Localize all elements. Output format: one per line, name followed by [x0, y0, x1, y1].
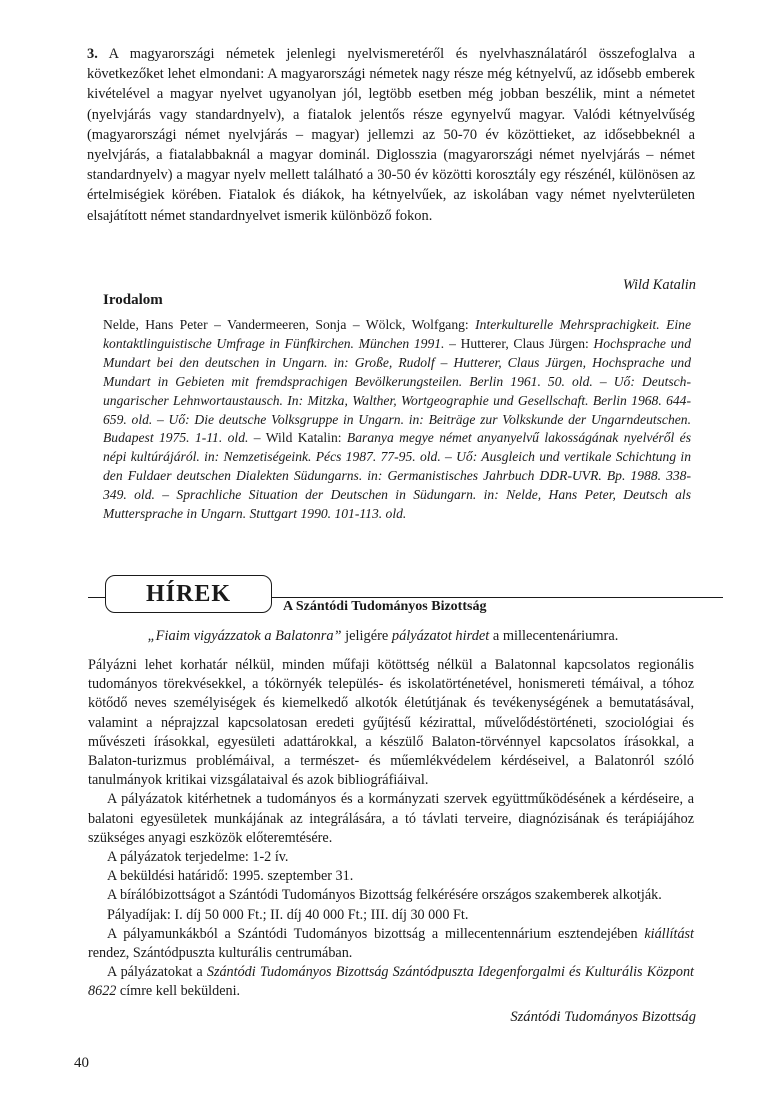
news-paragraph: [88, 963, 694, 1001]
news-paragraph: [88, 925, 694, 963]
news-paragraph: A beküldési határidő: 1995. szeptember 31.: [107, 868, 354, 885]
news-paragraph: Pályadíjak: I. díj 50 000 Ft.; II. díj 40 000 Ft.; III. díj 30 000 Ft.: [107, 906, 469, 923]
call-for-entries-line: [0, 628, 766, 645]
news-paragraph: A pályázatok terjedelme: 1-2 ív.: [107, 849, 289, 866]
text-emphasis: Szántódi Tudományos Bizottság Szántódpuszta Idegenforgalmi és Kulturális Központ 8622: [88, 964, 694, 1000]
news-body: [88, 656, 694, 1002]
page-number: 40: [74, 1055, 89, 1071]
lit-entry: – Wild Katalin:: [248, 430, 347, 446]
call-text: jeligére: [341, 628, 392, 644]
news-paragraph: A bírálóbizottságot a Szántódi Tudományos Bizottság felkérésére országos szakemberek alkotják.: [107, 887, 662, 904]
paragraph-3: [87, 44, 695, 226]
motto: „Fiaim vigyázzatok a Balatonra”: [147, 628, 342, 644]
literature-list: [103, 316, 691, 524]
text-run: A pályázatokat a: [107, 964, 207, 981]
literature-heading: Irodalom: [103, 292, 163, 308]
text-emphasis: kiállítást: [644, 925, 694, 942]
lit-entry: Nelde, Hans Peter – Vandermeeren, Sonja – Wölck, Wolfgang:: [103, 317, 476, 332]
lit-entry: Hochsprache und Mundart bei den deutschen in Ungarn. in: Große, Rudolf – Hutterer, Claus Jürgen, Hochsprache und Mundart in Gebieten mit fremdsprachigen Bevölkerungsteilen. Berlin 1961. 50. old. – Uő: Deutsch-ungarischer Lehnwortaustausch. In: Mitzka, Walther, Wortgeographie und Gesellschaft. Berlin 1968. 644-659. old. – Uő: Die deutsche Volksgruppe in Ungarn. in: Beiträge zur Volkskunde der Ungarndeutschen. Budapest 1975. 1-11. old.: [103, 335, 691, 446]
text-run: címre kell beküldeni.: [116, 983, 241, 1000]
text-run: rendez, Szántódpuszta kulturális centrumában.: [88, 945, 353, 962]
news-paragraph: Pályázni lehet korhatár nélkül, minden műfaji kötöttség nélkül a Balatonnal kapcsolatos regionális tudományos törekvésekkel, a tókörnyék település- és iskolatörténetével, honismereti témáival, a tóhoz kötődő neves személyiségek és kiemelkedő alkotók életútjának és tevékenységének a bemutatásával, valamint a néprajzzal kapcsolatosan eredeti gyűjtésű kézirattal, művelődéstörténeti, szociológiai és művészeti írásokkal, egyesületi adattárokkal, a készülő Balaton-törvénnyel kapcsolatos írásokkal, a Balaton-turizmus problémáival, a természet- és műemlékvédelem kérdéseivel, a Balatonról szóló tanulmányok kritikai vizsgálataival és azok bibliográfiáival.: [88, 657, 694, 789]
news-subtitle: A Szántódi Tudományos Bizottság: [283, 599, 487, 614]
lit-entry: – Hutterer, Claus Jürgen:: [444, 335, 594, 351]
lit-entry: Baranya megye német anyanyelvű lakosságának nyelvéről és népi kultúrájáról. in: Nemzetiségeink. Pécs 1987. 77-95. old. – Uő: Ausgleich und vertikale Schichtung in den Fuldaer deutschen Dialekten Südungarns. in: Germanistisches Jahrbuch DDR-UVR. Bp. 1988. 338-349. old. – Sprachliche Situation der Deutschen in Südungarn. in: Nelde, Hans Peter, Deutsch als Muttersprache in Ungarn. Stuttgart 1990. 101-113. old.: [103, 430, 691, 522]
lit-entry: Interkulturelle Mehrsprachigkeit. Eine kontaktlinguistische Umfrage in Fünfkirchen. München 1991.: [103, 317, 691, 351]
call-text: a millecentenáriumra.: [489, 628, 619, 644]
author-signature: Wild Katalin: [622, 277, 696, 293]
committee-signature: Szántódi Tudományos Bizottság: [510, 1009, 696, 1025]
news-paragraph: A pályázatok kitérhetnek a tudományos és a kormányzati szervek együttműködésének a kérdéseire, a balatoni egyesületek munkájának az integrálására, a tó távlati terveire, diagnózisának és terápiájához szükséges anyagi eszközök előteremtésére.: [88, 791, 694, 846]
call-emphasis: pályázatot hirdet: [391, 628, 490, 644]
text-run: A pályamunkákból a Szántódi Tudományos bizottság a millecentennárium esztendejében: [107, 925, 645, 942]
paragraph-number: 3.: [87, 46, 98, 62]
news-title-box: [105, 575, 272, 613]
paragraph-3-text: A magyarországi németek jelenlegi nyelvismeretéről és nyelvhasználatáról összefoglalva a következőket lehet elmondani: A magyarországi németek nagy része még kétnyelvű, az idősebb emberek kivételével a magyar nyelvet ugyanolyan jól, legtöbb esetben még jobban beszélik, mint a németet (nyelvjárás vagy standardnyelv), a fiatalok jelentős része egynyelvű magyar. Valódi kétnyelvűség (magyarországi német nyelvjárás – magyar) jellemzi az 50-70 év közöttieket, az idősebbeknél a nyelvjárás, a fiatalabbaknál a magyar dominál. Diglosszia (magyarországi német nyelvjárás – német standardnyelv) a magyar nyelv mellett található a 30-50 év közötti korosztály egy részénél, különösen az értelmiségiek körében. Fiatalok és diákok, ha kétnyelvűek, az iskolában vagy német nyelvterületen elsajátított német standardnyelvet ismerik különböző fokon.: [87, 46, 695, 224]
news-title: HÍREK: [145, 580, 231, 607]
